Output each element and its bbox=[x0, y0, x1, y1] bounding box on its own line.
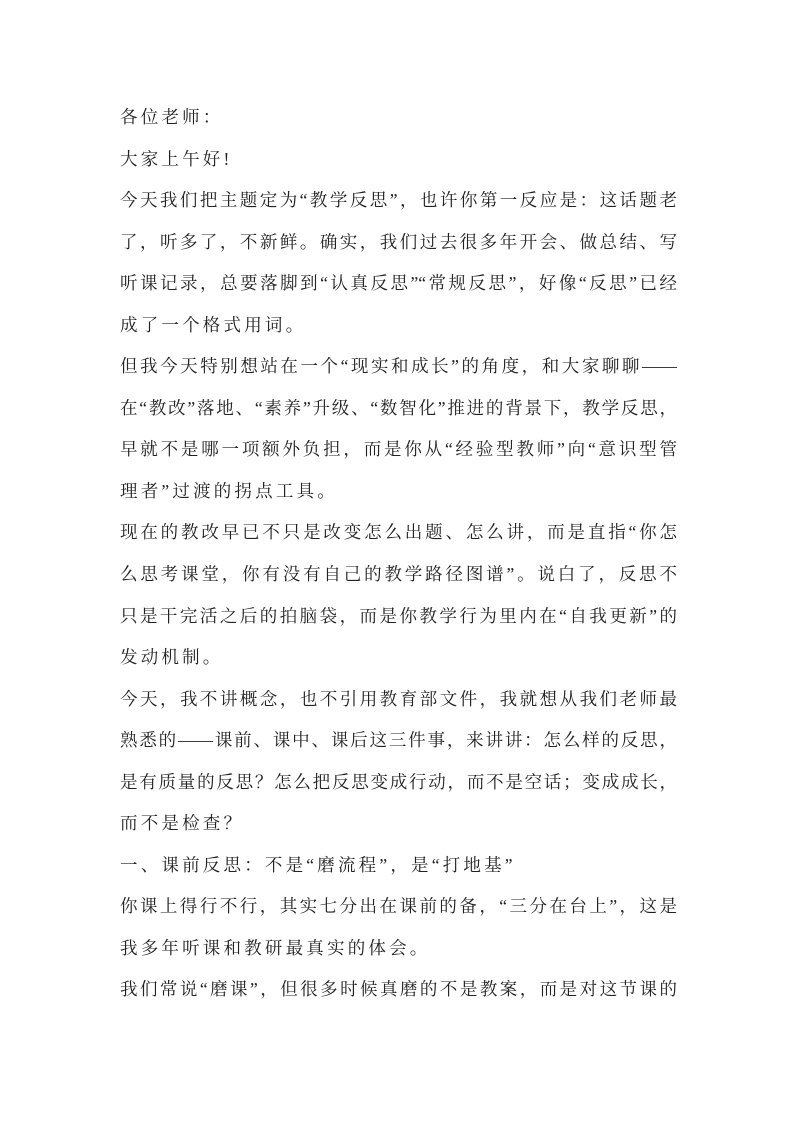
text-line: 只是干完活之后的拍脑袋，而是你教学行为里内在“自我更新”的 bbox=[120, 605, 677, 626]
text-line: 是有质量的反思？怎么把反思变成行动，而不是空话；变成成长， bbox=[120, 771, 677, 792]
text-line: 现在的教改早已不只是改变怎么出题、怎么讲，而是直指“你怎 bbox=[120, 522, 677, 543]
text-line: 而不是检查？ bbox=[120, 813, 245, 834]
text-content bbox=[120, 97, 677, 1011]
text-line: 在“教改”落地、“素养”升级、“数智化”推进的背景下，教学反思， bbox=[120, 397, 677, 418]
text-line: 我们常说“磨课”，但很多时候真磨的不是教案，而是对这节课的 bbox=[120, 979, 677, 1000]
text-line: 了，听多了，不新鲜。确实，我们过去很多年开会、做总结、写 bbox=[120, 231, 677, 252]
text-line: 今天，我不讲概念，也不引用教育部文件，我就想从我们老师最 bbox=[120, 688, 677, 709]
text-line: 你课上得行不行，其实七分出在课前的备，“三分在台上”，这是 bbox=[120, 896, 677, 917]
text-line: 么思考课堂，你有没有自己的教学路径图谱”。说白了，反思不 bbox=[120, 564, 677, 585]
greeting-line: 大家上午好! bbox=[120, 148, 233, 169]
text-line: 但我今天特别想站在一个“现实和成长”的角度，和大家聊聊—— bbox=[120, 356, 677, 377]
text-line: 成了一个格式用词。 bbox=[120, 314, 307, 335]
text-line: 理者”过渡的拐点工具。 bbox=[120, 480, 338, 501]
text-line: 熟悉的——课前、课中、课后这三件事，来讲讲：怎么样的反思， bbox=[120, 730, 677, 751]
text-line: 早就不是哪一项额外负担，而是你从“经验型教师”向“意识型管 bbox=[120, 439, 677, 460]
text-line: 我多年听课和教研最真实的体会。 bbox=[120, 937, 431, 958]
text-line: 今天我们把主题定为“教学反思”，也许你第一反应是：这话题老 bbox=[120, 190, 677, 211]
text-line: 发动机制。 bbox=[120, 647, 224, 668]
salutation-line: 各位老师： bbox=[120, 107, 224, 127]
text-line: 听课记录，总要落脚到“认真反思”“常规反思”，好像“反思”已经 bbox=[120, 273, 677, 294]
section-heading-1: 一、课前反思：不是“磨流程”，是“打地基” bbox=[120, 854, 516, 875]
